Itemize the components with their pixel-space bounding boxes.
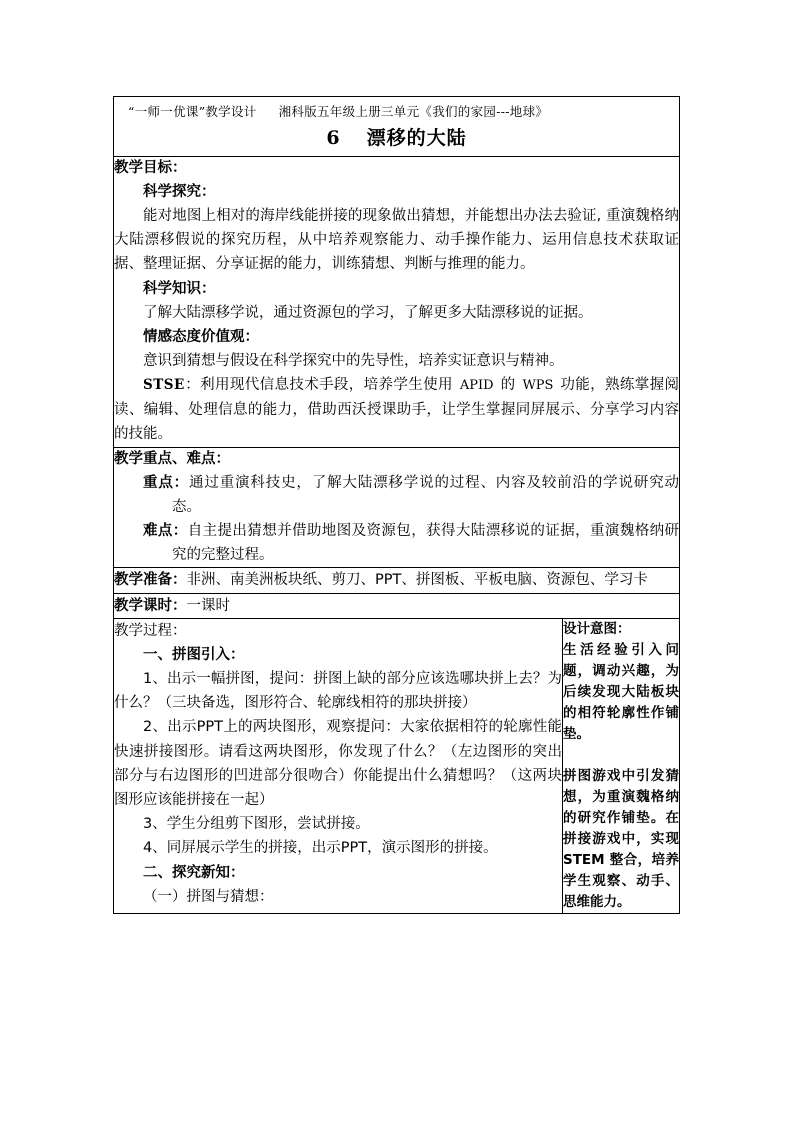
periods-label: 教学课时：: [114, 597, 187, 614]
header-right-label: 湘科版五年级上册三单元《我们的家园---地球》: [278, 104, 549, 119]
preparation-label: 教学准备：: [114, 572, 187, 589]
table-row-process: [114, 618, 680, 913]
table-row-preparation: [114, 568, 680, 593]
focus-point: [114, 471, 679, 519]
attitude-text: 意识到猜想与假设在科学探究中的先导性，培养实证意识与精神。: [143, 352, 564, 369]
design-intent-paragraph-2: 拼图游戏中引发猜想，为重演魏格纳的研究作铺垫。在拼接游戏中，实现STEM 整合，培养学生观察、动手、思维能力。: [563, 767, 680, 910]
preparation-line: [114, 568, 679, 592]
periods-cell: [114, 593, 680, 618]
objectives-heading: 教学目标：: [114, 160, 187, 176]
process-step-3: 3、学生分组剪下图形，尝试拼接。: [143, 816, 370, 833]
table-row-periods: [114, 593, 680, 618]
header-banner: [114, 97, 679, 122]
focus-label: 重点：: [143, 474, 190, 491]
attitude-heading: 情感态度价值观：: [143, 328, 259, 345]
lesson-plan-table: [113, 96, 680, 914]
design-intent-title: 设计意图：: [563, 620, 631, 637]
focus-text: 通过重演科技史，了解大陆漂移学说的过程、内容及较前沿的学说研究动态。: [172, 474, 680, 515]
table-row-key-points: [114, 447, 680, 568]
process-subsection-one: （一）拼图与猜想：: [143, 888, 274, 905]
stse-text-c: 功能，熟练掌握阅读、编辑、处理信息的能力，借助西沃授课助手，让学生掌握同屏展示、分享学习内容的技能。: [114, 377, 680, 443]
process-step-4: 4、同屏展示学生的拼接，出示PPT，演示图形的拼接。: [143, 840, 498, 857]
periods-text: 一课时: [186, 597, 230, 614]
inquiry-text: 能对地图上相对的海岸线能拼接的现象做出猜想，并能想出办法去验证, 重演魏格纳大陆漂移假说的探究历程，从中培养观察能力、动手操作能力、运用信息技术获取证据、整理证据、分享证据的能力，训练猜想、判断与推理的能力。: [114, 208, 680, 273]
table-row-objectives: [114, 157, 680, 448]
preparation-text: 非洲、南美洲板块纸、剪刀、PPT、拼图板、平板电脑、资源包、学习卡: [186, 572, 648, 589]
stse-label: STSE: [143, 377, 185, 394]
process-section-one: 一、拼图引入：: [143, 646, 245, 663]
knowledge-text: 了解大陆漂移学说，通过资源包的学习，了解更多大陆漂移说的证据。: [143, 304, 593, 321]
design-intent-paragraph-1: 生活经验引入问题，调动兴趣，为后续发现大陆板块的相符轮廓性作铺垫。: [563, 641, 680, 742]
stse-text-a: 利用现代信息技术手段，培养学生使用: [200, 377, 458, 394]
objectives-cell: [114, 157, 680, 448]
preparation-cell: [114, 568, 680, 593]
page-title: [114, 122, 679, 156]
key-points-heading: 教学重点、难点：: [114, 450, 230, 467]
header-left-label: “一师一优课”教学设计: [128, 104, 257, 119]
lesson-title: 漂移的大陆: [366, 127, 467, 149]
process-section-two: 二、探究新知：: [143, 864, 245, 881]
stse-text-b: 的: [495, 377, 521, 394]
inquiry-heading: 科学探究：: [143, 184, 216, 200]
process-step-1: 1、出示一幅拼图，提问：拼图上缺的部分应该选哪块拼上去？为什么？（三块备选，图形符合、轮廓线相符的那块拼接）: [114, 671, 562, 712]
table-row-header: [114, 97, 680, 157]
knowledge-heading: 科学知识：: [143, 280, 216, 297]
design-intent-cell: [563, 618, 680, 913]
difficulty-text: 自主提出猜想并借助地图及资源包，获得大陆漂移说的证据，重演魏格纳研究的完整过程。: [172, 523, 680, 564]
process-heading: 教学过程：: [114, 622, 187, 639]
stse-text: [114, 373, 679, 447]
stse-colon: ：: [184, 377, 201, 394]
key-points-cell: [114, 447, 680, 568]
stse-wps-term: WPS: [522, 378, 554, 394]
stse-api-term: APID: [459, 378, 494, 394]
difficulty-point: [114, 519, 679, 567]
process-step-2: 2、出示PPT上的两块图形，观察提问：大家依据相符的轮廓性能快速拼接图形。请看这两块图形，你发现了什么？（左边图形的突出部分与右边图形的凹进部分很吻合）你能提出什么猜想吗？（这两块图形应该能拼接在一起）: [114, 719, 562, 809]
design-intent-spacer: [563, 745, 679, 766]
periods-line: [114, 594, 679, 618]
difficulty-label: 难点：: [143, 523, 188, 540]
process-cell: [114, 618, 563, 913]
header-cell: [114, 97, 680, 157]
lesson-number: 6: [326, 127, 341, 149]
